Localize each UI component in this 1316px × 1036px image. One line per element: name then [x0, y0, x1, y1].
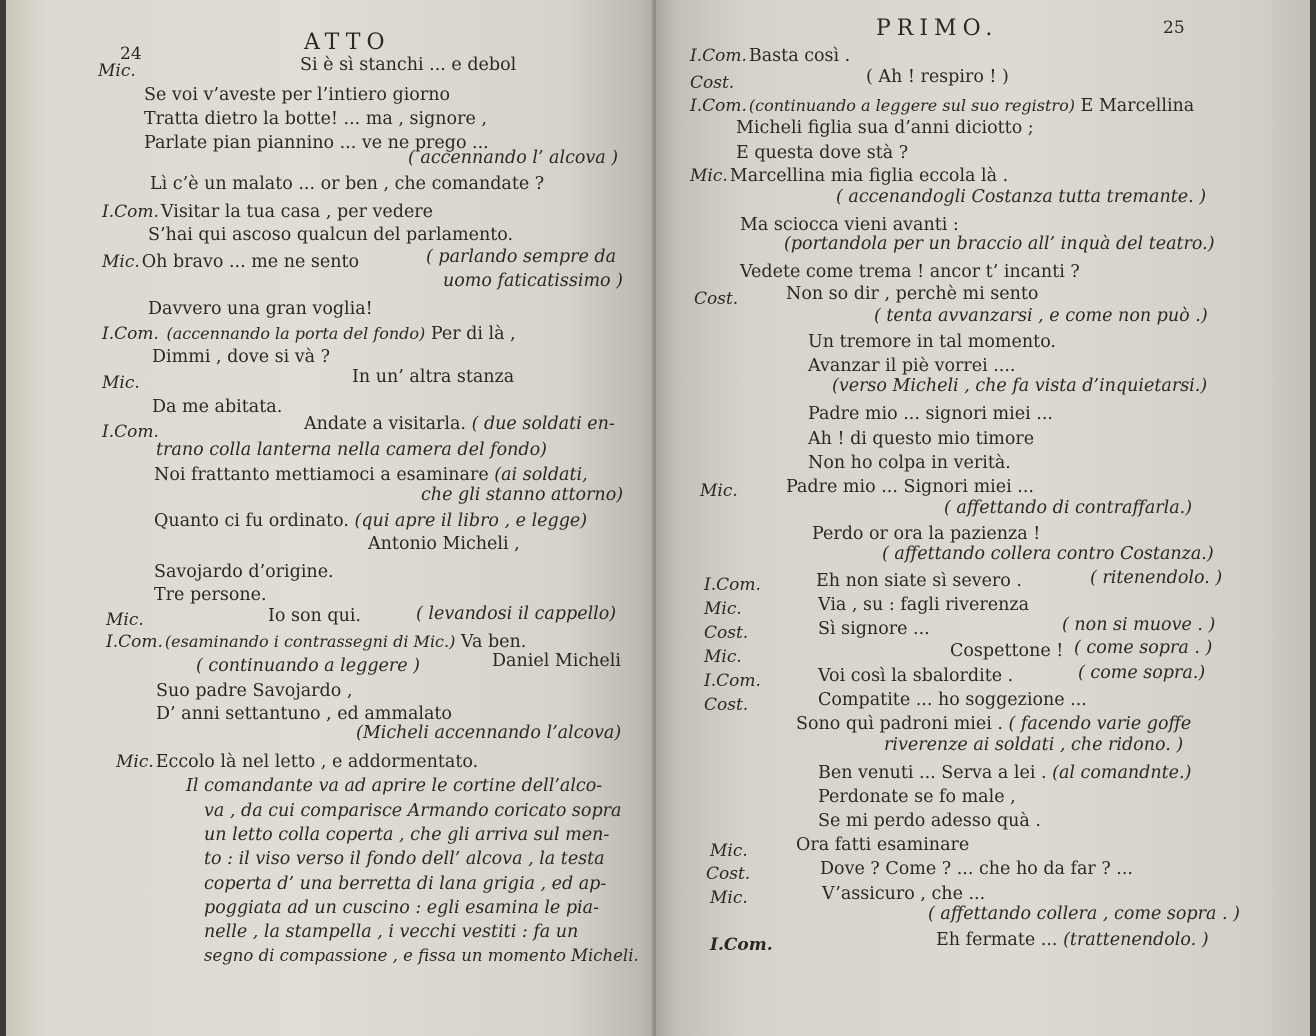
left-page — [6, 0, 656, 1036]
text-line — [368, 533, 520, 555]
speaker-label: I.Com. — [690, 96, 747, 116]
speaker-label: Mic. — [704, 647, 742, 667]
stage-direction-text: (ai soldati, — [494, 465, 588, 485]
dialogue-text: Ben venuti ... Serva a lei . — [818, 763, 1047, 783]
stage-direction — [928, 903, 1240, 925]
stage-direction-text: (trattenendolo. ) — [1063, 930, 1209, 950]
stage-direction-text: ( levandosi il cappello) — [416, 604, 617, 624]
dialogue-text: Via , su : fagli riverenza — [818, 595, 1030, 615]
speaker-label: Cost. — [690, 73, 735, 93]
speaker-label: Mic. — [704, 599, 742, 619]
stage-direction-text: (esaminando i contrassegni di Mic.) — [164, 632, 456, 651]
dialogue-text: Non so dir , perchè mi sento — [786, 284, 1039, 304]
text-line — [102, 421, 161, 443]
stage-direction-text: ( accenandogli Costanza tutta tremante. ) — [836, 187, 1207, 207]
dialogue-text: Padre mio ... signori miei ... — [808, 404, 1053, 424]
text-line — [156, 680, 352, 702]
dialogue-text: Visitar la tua casa , per vedere — [160, 202, 434, 222]
text-line — [154, 584, 267, 606]
text-line — [704, 598, 744, 620]
stage-direction-text: segno di compassione , e fissa un momento Micheli. — [204, 946, 639, 965]
dialogue-text: Basta così . — [748, 46, 851, 66]
dialogue-text: Parlate pian piannino ... ve ne prego ... — [144, 133, 489, 153]
speaker-label: I.Com. — [704, 575, 761, 595]
dialogue-text: Dove ? Come ? ... che ho da far ? ... — [820, 859, 1133, 879]
text-line — [152, 396, 282, 418]
text-line — [98, 60, 138, 82]
dialogue-text: Suo padre Savojardo , — [156, 681, 353, 701]
stage-direction-text: ( come sopra.) — [1078, 663, 1206, 683]
dialogue-text: In un’ altra stanza — [352, 367, 515, 387]
dialogue-text: Perdo or ora la pazienza ! — [812, 524, 1041, 544]
speaker-label: I.Com. — [710, 935, 773, 955]
dialogue-text: Daniel Micheli — [492, 651, 621, 671]
stage-direction-text: (al comandnte.) — [1052, 763, 1192, 783]
stage-direction — [204, 945, 639, 967]
text-line — [152, 346, 330, 368]
stage-direction-text: ( affettando collera , come sopra . ) — [928, 904, 1240, 924]
page-number: 24 — [120, 44, 142, 64]
text-line — [936, 929, 1209, 951]
text-line — [116, 751, 478, 773]
dialogue-text: Compatite ... ho soggezione ... — [818, 690, 1087, 710]
speaker-label: Mic. — [116, 752, 154, 772]
text-line — [808, 452, 1011, 474]
speaker-label: Cost. — [706, 864, 751, 884]
text-line — [796, 713, 1191, 735]
stage-direction-text: nelle , la stampella , i vecchi vestiti : fa un — [204, 922, 579, 942]
text-line — [148, 298, 373, 320]
text-line — [796, 834, 969, 856]
stage-direction-text: trano colla lanterna nella camera del fondo) — [156, 440, 547, 460]
text-line — [102, 201, 433, 223]
dialogue-text: Avanzar il piè vorrei .... — [808, 356, 1016, 376]
text-line — [808, 331, 1056, 353]
stage-direction — [882, 543, 1214, 565]
stage-direction — [426, 246, 616, 268]
stage-direction — [1074, 637, 1212, 659]
dialogue-text: Non ho colpa in verità. — [808, 453, 1011, 473]
text-line — [102, 251, 359, 273]
text-line — [736, 142, 908, 164]
stage-direction-text: ( ritenendolo. ) — [1090, 568, 1223, 588]
stage-direction-text: (Micheli accennando l’alcova) — [356, 723, 622, 743]
text-line — [706, 863, 752, 885]
dialogue-text: V’assicuro , che ... — [822, 884, 986, 904]
stage-direction-text: (verso Micheli , che fa vista d’inquietarsi.) — [832, 376, 1208, 396]
dialogue-text: Si è sì stanchi ... e debol — [300, 55, 517, 75]
text-line — [818, 786, 1016, 808]
dialogue-text: Antonio Micheli , — [368, 534, 520, 554]
stage-direction — [204, 897, 599, 919]
stage-direction — [204, 848, 605, 870]
speaker-label: I.Com. — [102, 202, 159, 222]
stage-direction — [836, 186, 1206, 208]
stage-direction — [204, 824, 609, 846]
text-line — [704, 622, 750, 644]
text-line — [144, 84, 450, 106]
text-line — [106, 631, 526, 653]
stage-direction — [884, 734, 1183, 756]
dialogue-text: Lì c’è un malato ... or ben , che comandate ? — [150, 174, 545, 194]
text-line — [950, 640, 1063, 662]
text-line — [704, 574, 763, 596]
stage-direction — [416, 603, 616, 625]
speaker-label: Cost. — [704, 623, 749, 643]
dialogue-text: D’ anni settantuno , ed ammalato — [156, 704, 452, 724]
dialogue-text: Da me abitata. — [152, 397, 283, 417]
dialogue-text: Padre mio ... Signori miei ... — [786, 477, 1034, 497]
stage-direction-text: ( continuando a leggere ) — [196, 656, 420, 676]
text-line — [818, 689, 1087, 711]
text-line — [154, 510, 587, 532]
dialogue-text: Oh bravo ... me ne sento — [141, 252, 360, 272]
text-line — [304, 413, 615, 435]
stage-direction — [421, 484, 623, 506]
speaker-label: Mic. — [106, 610, 144, 630]
dialogue-text: Marcellina mia figlia eccola là . — [729, 166, 1009, 186]
stage-direction-text: (portandola per un braccio all’ inquà del teatro.) — [784, 234, 1215, 254]
stage-direction — [784, 233, 1215, 255]
speaker-label: Cost. — [704, 695, 749, 715]
dialogue-text: Vedete come trema ! ancor t’ incanti ? — [740, 262, 1080, 282]
speaker-label: Mic. — [690, 166, 728, 186]
text-line — [808, 355, 1016, 377]
stage-direction — [204, 873, 606, 895]
dialogue-text: ( Ah ! respiro ! ) — [866, 67, 1009, 87]
dialogue-text: Cospettone ! — [950, 641, 1064, 661]
right-page — [656, 0, 1310, 1036]
dialogue-text: Io son qui. — [268, 606, 361, 626]
dialogue-text: Per di là , — [430, 324, 516, 344]
text-line — [818, 618, 930, 640]
text-line — [704, 646, 744, 668]
text-line — [700, 480, 740, 502]
stage-direction — [1090, 567, 1222, 589]
stage-direction-text: (continuando a leggere sul suo registro) — [748, 96, 1075, 115]
speaker-label: I.Com. — [704, 671, 761, 691]
speaker-label: Mic. — [710, 888, 748, 908]
text-line — [818, 594, 1029, 616]
dialogue-text: Se voi v’aveste per l’intiero giorno — [144, 85, 451, 105]
running-header: ATTO — [304, 30, 391, 55]
text-line — [786, 476, 1034, 498]
text-line — [690, 45, 850, 67]
dialogue-text: Savojardo d’origine. — [154, 562, 334, 582]
text-line — [690, 95, 1194, 117]
stage-direction — [196, 655, 420, 677]
dialogue-text: Eccolo là nel letto , e addormentato. — [155, 752, 479, 772]
speaker-label: Mic. — [98, 61, 136, 81]
stage-direction — [204, 921, 578, 943]
text-line — [816, 570, 1022, 592]
stage-direction — [156, 439, 547, 461]
speaker-label: Mic. — [700, 481, 738, 501]
text-line — [352, 366, 514, 388]
text-line — [154, 561, 334, 583]
text-line — [818, 762, 1191, 784]
text-line — [690, 165, 1008, 187]
dialogue-text: S’hai qui ascoso qualcun del parlamento. — [148, 225, 514, 245]
speaker-label: Mic. — [710, 841, 748, 861]
text-line — [812, 523, 1040, 545]
speaker-label: Cost. — [694, 289, 739, 309]
text-line — [694, 288, 740, 310]
text-line — [154, 464, 588, 486]
stage-direction-text: ( non si muove . ) — [1062, 615, 1216, 635]
stage-direction-text: coperta d’ una berretta di lana grigia , ed ap- — [204, 874, 607, 894]
stage-direction-text: ( parlando sempre da — [426, 247, 617, 267]
dialogue-text: Eh fermate ... — [936, 930, 1058, 950]
stage-direction-text: riverenze ai soldati , che ridono. ) — [884, 735, 1184, 755]
speaker-label: Mic. — [102, 373, 140, 393]
text-line — [808, 403, 1053, 425]
stage-direction-text: ( affettando di contraffarla.) — [944, 498, 1193, 518]
stage-direction — [1078, 662, 1205, 684]
page-number: 25 — [1163, 18, 1185, 38]
dialogue-text: Tre persone. — [154, 585, 267, 605]
stage-direction — [204, 800, 621, 822]
stage-direction — [874, 305, 1208, 327]
text-line — [300, 54, 516, 76]
dialogue-text: Ma sciocca vieni avanti : — [740, 215, 959, 235]
speaker-label: I.Com. — [102, 324, 159, 344]
dialogue-text: Sono quì padroni miei . — [796, 714, 1003, 734]
stage-direction-text: uomo faticatissimo ) — [443, 271, 623, 291]
text-line — [704, 694, 750, 716]
dialogue-text: Davvero una gran voglia! — [148, 299, 373, 319]
speaker-label: Mic. — [102, 252, 140, 272]
text-line — [710, 887, 750, 909]
text-line — [690, 72, 736, 94]
stage-direction-text: un letto colla coperta , che gli arriva sul men- — [204, 825, 610, 845]
stage-direction-text: che gli stanno attorno) — [421, 485, 624, 505]
dialogue-text: Eh non siate sì severo . — [816, 571, 1022, 591]
text-line — [102, 372, 142, 394]
text-line — [492, 650, 621, 672]
text-line — [786, 283, 1038, 305]
stage-direction — [1062, 614, 1215, 636]
text-line — [736, 117, 1034, 139]
stage-direction-text: (accennando la porta del fondo) — [166, 324, 426, 343]
stage-direction — [356, 722, 621, 744]
text-line — [820, 858, 1133, 880]
dialogue-text: Quanto ci fu ordinato. — [154, 511, 349, 531]
text-line — [704, 670, 763, 692]
dialogue-text: Ah ! di questo mio timore — [808, 429, 1035, 449]
dialogue-text: Perdonate se fo male , — [818, 787, 1016, 807]
dialogue-text: E Marcellina — [1080, 96, 1195, 116]
text-line — [106, 609, 146, 631]
stage-direction — [944, 497, 1192, 519]
text-line — [808, 428, 1034, 450]
stage-direction-text: ( facendo varie goffe — [1008, 714, 1192, 734]
text-line — [818, 665, 1013, 687]
stage-direction — [832, 375, 1207, 397]
dialogue-text: Va ben. — [460, 632, 527, 652]
dialogue-text: Dimmi , dove si và ? — [152, 347, 331, 367]
text-line — [268, 605, 361, 627]
stage-direction — [186, 775, 602, 797]
dialogue-text: Se mi perdo adesso quà . — [818, 811, 1041, 831]
dialogue-text: Tratta dietro la botte! ... ma , signore , — [144, 109, 487, 129]
text-line — [102, 323, 516, 345]
text-line — [822, 883, 985, 905]
stage-direction — [443, 270, 623, 292]
text-line — [710, 840, 750, 862]
dialogue-text: Micheli figlia sua d’anni diciotto ; — [736, 118, 1034, 138]
text-line — [740, 261, 1080, 283]
speaker-label: I.Com. — [690, 46, 747, 66]
dialogue-text: Ora fatti esaminare — [796, 835, 970, 855]
dialogue-text: Andate a visitarla. — [304, 414, 466, 434]
dialogue-text: Un tremore in tal momento. — [808, 332, 1056, 352]
stage-direction — [408, 147, 618, 169]
speaker-label: I.Com. — [106, 632, 163, 652]
stage-direction-text: ( due soldati en- — [471, 414, 615, 434]
stage-direction-text: va , da cui comparisce Armando coricato sopra — [204, 801, 622, 821]
text-line — [150, 173, 544, 195]
stage-direction-text: ( come sopra . ) — [1074, 638, 1213, 658]
stage-direction-text: to : il viso verso il fondo dell’ alcova , la testa — [204, 849, 605, 869]
stage-direction-text: poggiata ad un cuscino : egli esamina le pia- — [204, 898, 599, 918]
dialogue-text: Noi frattanto mettiamoci a esaminare — [154, 465, 489, 485]
stage-direction-text: ( accennando l’ alcova ) — [408, 148, 619, 168]
dialogue-text: Voi così la sbalordite . — [818, 666, 1014, 686]
text-line — [866, 66, 1009, 88]
text-line — [818, 810, 1041, 832]
text-line — [144, 108, 487, 130]
stage-direction-text: (qui apre il libro , e legge) — [354, 511, 588, 531]
text-line — [148, 224, 513, 246]
running-header: PRIMO. — [876, 16, 999, 41]
stage-direction-text: Il comandante va ad aprire le cortine dell’alco- — [186, 776, 603, 796]
speaker-label: I.Com. — [102, 422, 159, 442]
stage-direction-text: ( tenta avvanzarsi , e come non può .) — [874, 306, 1208, 326]
text-line — [710, 934, 775, 956]
dialogue-text: E questa dove stà ? — [736, 143, 909, 163]
stage-direction-text: ( affettando collera contro Costanza.) — [882, 544, 1214, 564]
dialogue-text: Sì signore ... — [818, 619, 930, 639]
